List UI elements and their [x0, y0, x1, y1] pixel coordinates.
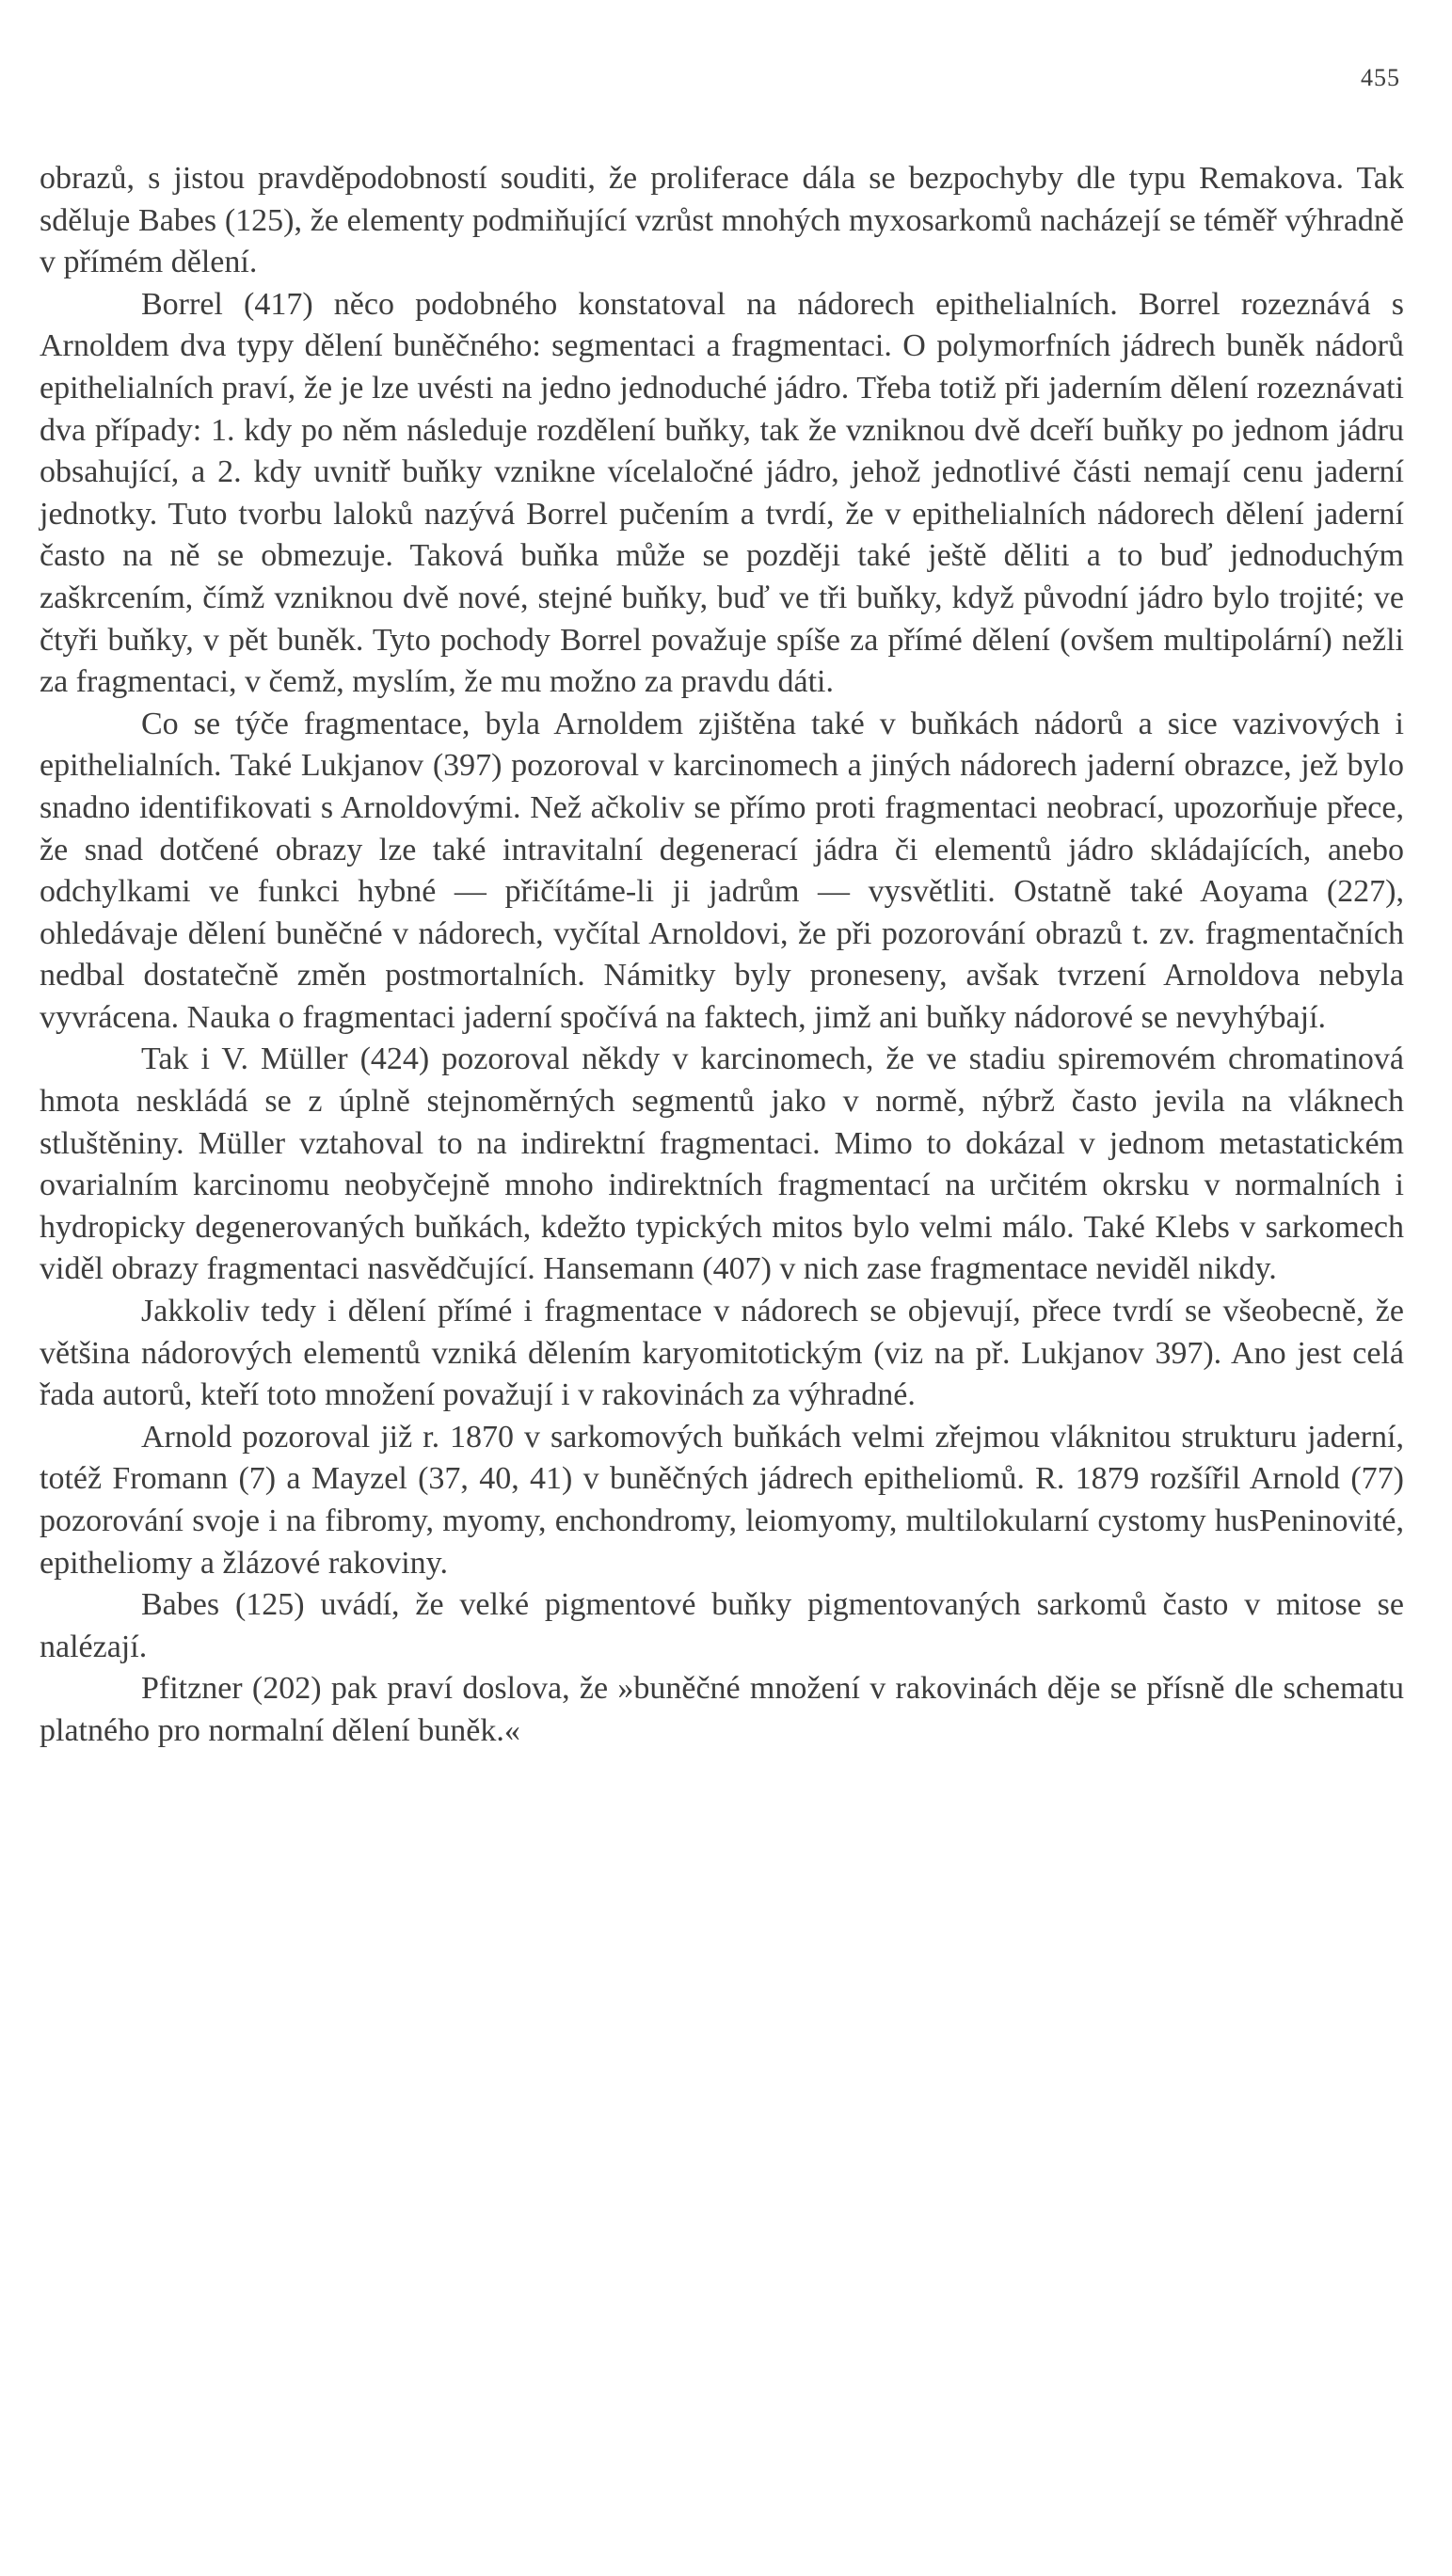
page-number: 455 — [1361, 64, 1400, 91]
paragraph: Arnold pozoroval již r. 1870 v sarkomových buňkách velmi zřejmou vláknitou strukturu jaderní, totéž Fromann (7) a Mayzel (37, 40, 41) v buněčných jádrech epitheliomů. R. 1879 rozšířil Arnold (77) pozorování svoje i na fibromy, myomy, enchondromy, leiomyomy, multilokularní cystomy husPeninovité, epitheliomy a žlázové rakoviny. — [40, 1419, 1404, 1581]
text-body — [40, 158, 1404, 1753]
paragraph: obrazů, s jistou pravděpodobností souditi, že proliferace dála se bezpochyby dle typu Remakova. Tak sděluje Babes (125), že elementy podmiňující vzrůst mnohých myxosarkomů nacházejí se téměř výhradně v přímém dělení. — [40, 161, 1404, 280]
paragraph: Tak i V. Müller (424) pozoroval někdy v karcinomech, že ve stadiu spiremovém chromatinová hmota neskládá se z úplně stejnoměrných segmentů jako v normě, nýbrž často jevila na vláknech stluštěniny. Müller vztahoval to na indirektní fragmentaci. Mimo to dokázal v jednom metastatickém ovarialním karcinomu neobyčejně mnoho indirektních fragmentací na určitém okrsku v normalních i hydropicky degenerovaných buňkách, kdežto typických mitos bylo velmi málo. Také Klebs v sarkomech viděl obrazy fragmentaci nasvědčující. Hansemann (407) v nich zase fragmentace neviděl nikdy. — [40, 1042, 1404, 1287]
paragraph: Babes (125) uvádí, že velké pigmentové buňky pigmentovaných sarkomů často v mitose se nalézají. — [40, 1587, 1404, 1664]
paragraph: Borrel (417) něco podobného konstatoval na nádorech epithelialních. Borrel rozeznává s Arnoldem dva typy dělení buněčného: segmentaci a fragmentaci. O polymorfních jádrech buněk nádorů epithelialních praví, že je lze uvésti na jedno jednoduché jádro. Třeba totiž při jaderním dělení rozeznávati dva případy: 1. kdy po něm následuje rozdělení buňky, tak že vzniknou dvě dceří buňky po jednom jádru obsahující, a 2. kdy uvnitř buňky vznikne vícelaločné jádro, jehož jednotlivé části nemají cenu jaderní jednotky. Tuto tvorbu laloků nazývá Borrel pučením a tvrdí, že v epithelialních nádorech dělení jaderní často na ně se obmezuje. Taková buňka může se později také ještě děliti a to buď jednoduchým zaškrcením, čímž vzniknou dvě nové, stejné buňky, buď ve tři buňky, když původní jádro bylo trojité; ve čtyři buňky, v pět buněk. Tyto pochody Borrel považuje spíše za přímé dělení (ovšem multipolární) nežli za fragmentaci, v čemž, myslím, že mu možno za pravdu dáti. — [40, 286, 1404, 700]
paragraph: Pfitzner (202) pak praví doslova, že »buněčné množení v rakovinách děje se přísně dle schematu platného pro normalní dělení buněk.« — [40, 1671, 1404, 1748]
paragraph: Jakkoliv tedy i dělení přímé i fragmentace v nádorech se objevují, přece tvrdí se všeobecně, že většina nádorových elementů vzniká dělením karyomitotickým (viz na př. Lukjanov 397). Ano jest celá řada autorů, kteří toto množení považují i v rakovinách za výhradné. — [40, 1294, 1404, 1413]
paragraph: Co se týče fragmentace, byla Arnoldem zjištěna také v buňkách nádorů a sice vazivových i epithelialních. Také Lukjanov (397) pozoroval v karcinomech a jiných nádorech jaderní obrazce, jež bylo snadno identifikovati s Arnoldovými. Než ačkoliv se přímo proti fragmentaci neobrací, upozorňuje přece, že snad dotčené obrazy lze také intravitalní degenerací jádra či elementů jádro skládajících, anebo odchylkami ve funkci hybné — přičítáme-li ji jadrům — vysvětliti. Ostatně také Aoyama (227), ohledávaje dělení buněčné v nádorech, vyčítal Arnoldovi, že při pozorování obrazů t. zv. fragmentačních nedbal dostatečně změn postmortalních. Námitky byly proneseny, avšak tvrzení Arnoldova nebyla vyvrácena. Nauka o fragmentaci jaderní spočívá na faktech, jimž ani buňky nádorové se nevyhýbají. — [40, 706, 1404, 1035]
